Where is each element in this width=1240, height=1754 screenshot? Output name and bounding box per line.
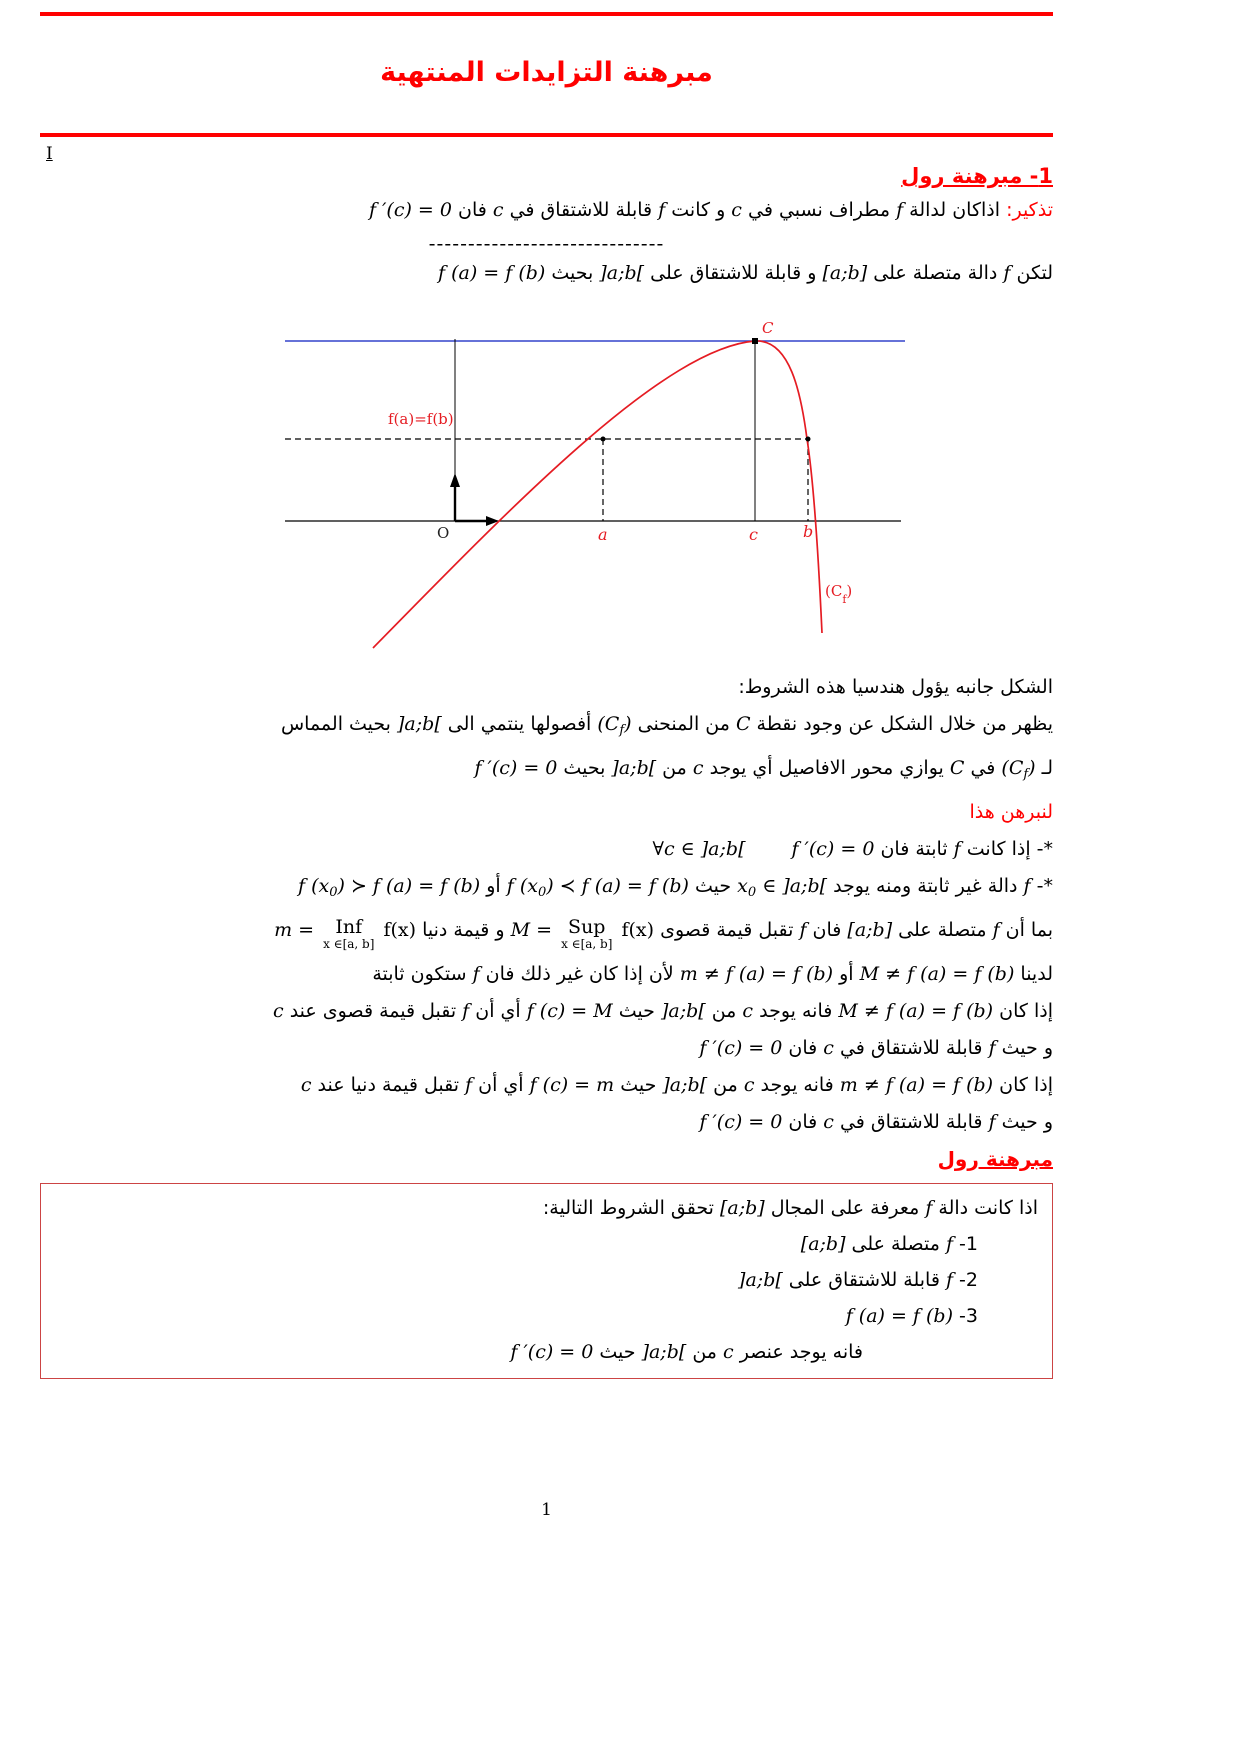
- arabic-text: متصلة على: [892, 919, 993, 941]
- math-expression: f ′(c) = 0: [699, 1037, 783, 1059]
- arabic-text: بحيث المماس: [280, 713, 398, 735]
- arabic-text: إذا كان: [993, 1000, 1053, 1022]
- math-expression: c: [300, 1074, 312, 1096]
- arabic-text: دالة غير ثابتة ومنه يوجد: [827, 875, 1024, 897]
- arabic-text: أو: [480, 875, 507, 897]
- label-curve-name: $(C_f)$: [825, 582, 853, 606]
- min-case-line: [40, 1071, 1053, 1099]
- arabic-text: و حيث: [995, 1111, 1053, 1133]
- math-expression: ]a;b[: [599, 262, 645, 284]
- math-expression: f: [992, 919, 1000, 941]
- red-text: تذكير:: [1006, 199, 1053, 221]
- arabic-text: و قابلة للاشتقاق على: [644, 262, 823, 284]
- arabic-text: 1-: [953, 1233, 978, 1255]
- point-existence-line: [40, 710, 1053, 745]
- math-expression: f: [925, 1197, 933, 1219]
- tangent-line: [40, 754, 1053, 789]
- derivative-zero-line-1: [40, 1034, 1053, 1062]
- x-axis-arrowhead: [486, 516, 499, 526]
- math-expression: f: [1003, 262, 1011, 284]
- math-expression: C: [735, 713, 751, 735]
- arabic-text: فانه يوجد: [753, 1000, 839, 1022]
- math-expression: f (a) = f (b): [845, 1305, 953, 1327]
- body-block: [40, 673, 1053, 1174]
- recall-line: [40, 196, 1053, 224]
- arabic-text: 3-: [953, 1305, 978, 1327]
- arabic-text: في: [964, 757, 1002, 779]
- math-expression: c: [273, 1000, 284, 1022]
- arabic-text: اذاكان لدالة: [903, 199, 1007, 221]
- math-expression: c: [742, 1000, 754, 1022]
- math-expression: c: [743, 1074, 755, 1096]
- arabic-text: من: [686, 1341, 724, 1363]
- math-expression: f: [945, 1269, 953, 1291]
- math-expression: f: [988, 1037, 996, 1059]
- arabic-text: إذا كان: [993, 1074, 1053, 1096]
- label-a: a: [598, 525, 608, 544]
- graph-svg: [285, 303, 905, 655]
- arabic-text: *-: [1030, 875, 1053, 897]
- math-expression: $(C_f)$: [1001, 757, 1036, 782]
- max-case-line: [40, 997, 1053, 1025]
- math-expression: C: [949, 757, 965, 779]
- arabic-text: من: [707, 1074, 744, 1096]
- math-expression: f $(x_0)$ ≺ f (a) = f (b): [506, 875, 689, 900]
- arabic-text: بحيث: [545, 262, 600, 284]
- math-expression: f (c) = M: [526, 1000, 613, 1022]
- continuity-hypothesis-line: [40, 259, 1053, 287]
- math-expression: f ′(c) = 0: [369, 199, 452, 221]
- arabic-text: تحقق الشروط التالية:: [542, 1197, 720, 1219]
- arabic-text: لتكن: [1010, 262, 1053, 284]
- math-expression: c: [823, 1037, 834, 1059]
- arabic-text: حيث: [614, 1074, 663, 1096]
- geometric-interpretation-line: [40, 673, 1053, 701]
- math-expression: f (c) = m: [529, 1074, 615, 1096]
- math-expression: f $(x_0)$ ≻ f (a) = f (b): [298, 875, 481, 900]
- arabic-text: ------------------------------: [428, 233, 665, 255]
- arabic-text: و حيث: [995, 1037, 1053, 1059]
- math-expression: f ′(c) = 0: [474, 757, 558, 779]
- arabic-text: يظهر من خلال الشكل عن وجود نقطة: [750, 713, 1053, 735]
- math-expression: f: [462, 1000, 470, 1022]
- intro-block: [40, 196, 1053, 287]
- red-rule-top: [40, 12, 1053, 16]
- box-condition-3: [55, 1302, 978, 1330]
- arabic-text: بما أن: [999, 919, 1053, 941]
- arabic-text: فان: [782, 1037, 824, 1059]
- box-conclusion-line: [55, 1338, 863, 1366]
- label-origin: O: [437, 524, 450, 542]
- math-expression: ]a;b[: [738, 1269, 783, 1291]
- math-expression: M ≠ f (a) = f (b): [859, 963, 1015, 985]
- math-expression: c: [723, 1341, 734, 1363]
- spacer: [745, 835, 791, 863]
- arabic-text: دالة متصلة على: [867, 262, 1004, 284]
- math-expression: ]a;b[: [611, 757, 657, 779]
- math-expression: f: [472, 963, 480, 985]
- arabic-text: الشكل جانبه يؤول هندسيا هذه الشروط:: [738, 676, 1053, 698]
- red-rule-under-title: [40, 133, 1053, 137]
- arabic-text: يوازي محور الافاصيل أي يوجد: [703, 757, 950, 779]
- rolle-graph: [285, 303, 905, 655]
- page-number: 1: [541, 1500, 552, 1520]
- math-expression: c: [823, 1111, 834, 1133]
- label-fab: f(a)=f(b): [388, 410, 454, 428]
- arabic-text: قابلة للاشتقاق في: [503, 199, 659, 221]
- math-expression: f: [945, 1233, 953, 1255]
- math-stack: M = Sup x ∈[a, b] f(x): [510, 916, 655, 951]
- arabic-text: قابلة للاشتقاق على: [782, 1269, 946, 1291]
- math-expression: ]a;b[: [641, 1341, 687, 1363]
- section-heading: 1- مبرهنة رول: [901, 164, 1053, 188]
- math-expression: f ′(c) = 0: [510, 1341, 594, 1363]
- math-expression: f ′(c) = 0: [791, 838, 875, 860]
- separator-dashes: [40, 233, 1053, 255]
- math-expression: f (a) = f (b): [438, 262, 546, 284]
- math-expression: f: [953, 838, 961, 860]
- inequality-line: [40, 960, 1053, 988]
- math-expression: f: [799, 919, 807, 941]
- arabic-text: اذا كانت دالة: [932, 1197, 1038, 1219]
- rolle-theorem-heading: [40, 1145, 1053, 1174]
- arabic-text: من المنحنى: [631, 713, 736, 735]
- arabic-text: لـ: [1035, 757, 1053, 779]
- case-nonconstant-line: [40, 872, 1053, 907]
- math-expression: m ≠ f (a) = f (b): [679, 963, 834, 985]
- arabic-text: أفصولها ينتمي الى: [441, 713, 598, 735]
- arabic-text: 2-: [953, 1269, 978, 1291]
- math-expression: [a;b]: [847, 919, 893, 941]
- extrema-line: [40, 916, 1053, 951]
- math-expression: m ≠ f (a) = f (b): [839, 1074, 994, 1096]
- arabic-text: لأن إذا كان غير ذلك فان: [479, 963, 680, 985]
- arabic-text: حيث: [612, 1000, 661, 1022]
- math-expression: $(C_f)$: [597, 713, 632, 738]
- math-expression: M ≠ f (a) = f (b): [838, 1000, 994, 1022]
- arabic-text: فان: [451, 199, 493, 221]
- math-expression: f ′(c) = 0: [699, 1111, 783, 1133]
- arabic-text: تقبل قيمة قصوى: [654, 919, 800, 941]
- red-text: لنبرهن هذا: [969, 801, 1053, 823]
- math-expression: c: [731, 199, 742, 221]
- content-area: [40, 196, 1053, 1379]
- math-expression: f: [896, 199, 904, 221]
- page-title: مبرهنة التزايدات المنتهية: [380, 57, 713, 88]
- case-constant-line: [40, 835, 1053, 863]
- theorem-box-lines: [55, 1194, 1038, 1366]
- math-expression: $x_0$ ∈ ]a;b[: [737, 875, 828, 900]
- red-underlined-text: مبرهنة رول: [937, 1147, 1053, 1171]
- math-expression: c: [692, 757, 704, 779]
- arabic-text: أي أن: [469, 1000, 527, 1022]
- arabic-text: فانه يوجد عنصر: [733, 1341, 863, 1363]
- math-expression: f: [465, 1074, 473, 1096]
- math-expression: [a;b]: [719, 1197, 765, 1219]
- arabic-text: فان: [806, 919, 848, 941]
- box-condition-2: [55, 1266, 978, 1294]
- arabic-text: فان: [782, 1111, 824, 1133]
- arabic-text: *- إذا كانت: [960, 838, 1053, 860]
- arabic-text: و كانت: [665, 199, 732, 221]
- a-curve-marker: [601, 437, 606, 442]
- arabic-text: قابلة للاشتقاق في: [833, 1111, 989, 1133]
- arabic-text: متصلة على: [845, 1233, 946, 1255]
- roman-numeral: I: [46, 144, 53, 164]
- math-expression: ]a;b[: [660, 1000, 706, 1022]
- arabic-text: من: [656, 757, 693, 779]
- math-expression: [a;b]: [822, 262, 868, 284]
- b-curve-marker: [806, 437, 811, 442]
- arabic-text: قابلة للاشتقاق في: [833, 1037, 989, 1059]
- math-expression: ∀c ∈ ]a;b[: [652, 838, 746, 860]
- arabic-text: تقبل قيمة قصوى عند: [283, 1000, 463, 1022]
- box-intro-line: [55, 1194, 1038, 1222]
- arabic-text: من: [705, 1000, 743, 1022]
- arabic-text: مطراف نسبي في: [741, 199, 897, 221]
- arabic-text: لدينا: [1014, 963, 1053, 985]
- math-expression: c: [492, 199, 504, 221]
- arabic-text: معرفة على المجال: [764, 1197, 926, 1219]
- arabic-text: تقبل قيمة دنيا عند: [311, 1074, 466, 1096]
- math-expression: ]a;b[: [397, 713, 442, 735]
- arabic-text: ستكون ثابتة: [372, 963, 473, 985]
- math-stack: m = Inf x ∈[a, b] f(x): [274, 916, 417, 951]
- box-condition-1: [55, 1230, 978, 1258]
- arabic-text: أي أن: [472, 1074, 530, 1096]
- math-expression: ]a;b[: [662, 1074, 708, 1096]
- y-axis-arrowhead: [450, 473, 460, 487]
- arabic-text: حيث: [688, 875, 738, 897]
- math-expression: [a;b]: [800, 1233, 846, 1255]
- label-peak: C: [762, 319, 774, 337]
- arabic-text: حيث: [593, 1341, 642, 1363]
- math-expression: f: [1023, 875, 1031, 897]
- arabic-text: بحيث: [557, 757, 612, 779]
- arabic-text: و قيمة دنيا: [416, 919, 511, 941]
- label-c: c: [749, 525, 758, 544]
- label-b: b: [803, 522, 814, 541]
- derivative-zero-line-2: [40, 1108, 1053, 1136]
- peak-marker: [752, 338, 758, 344]
- theorem-box: [40, 1183, 1053, 1379]
- arabic-text: أو: [833, 963, 860, 985]
- math-expression: f: [988, 1111, 996, 1133]
- arabic-text: فانه يوجد: [754, 1074, 840, 1096]
- prove-heading: [40, 798, 1053, 826]
- math-expression: f: [658, 199, 666, 221]
- arabic-text: ثابتة فان: [874, 838, 954, 860]
